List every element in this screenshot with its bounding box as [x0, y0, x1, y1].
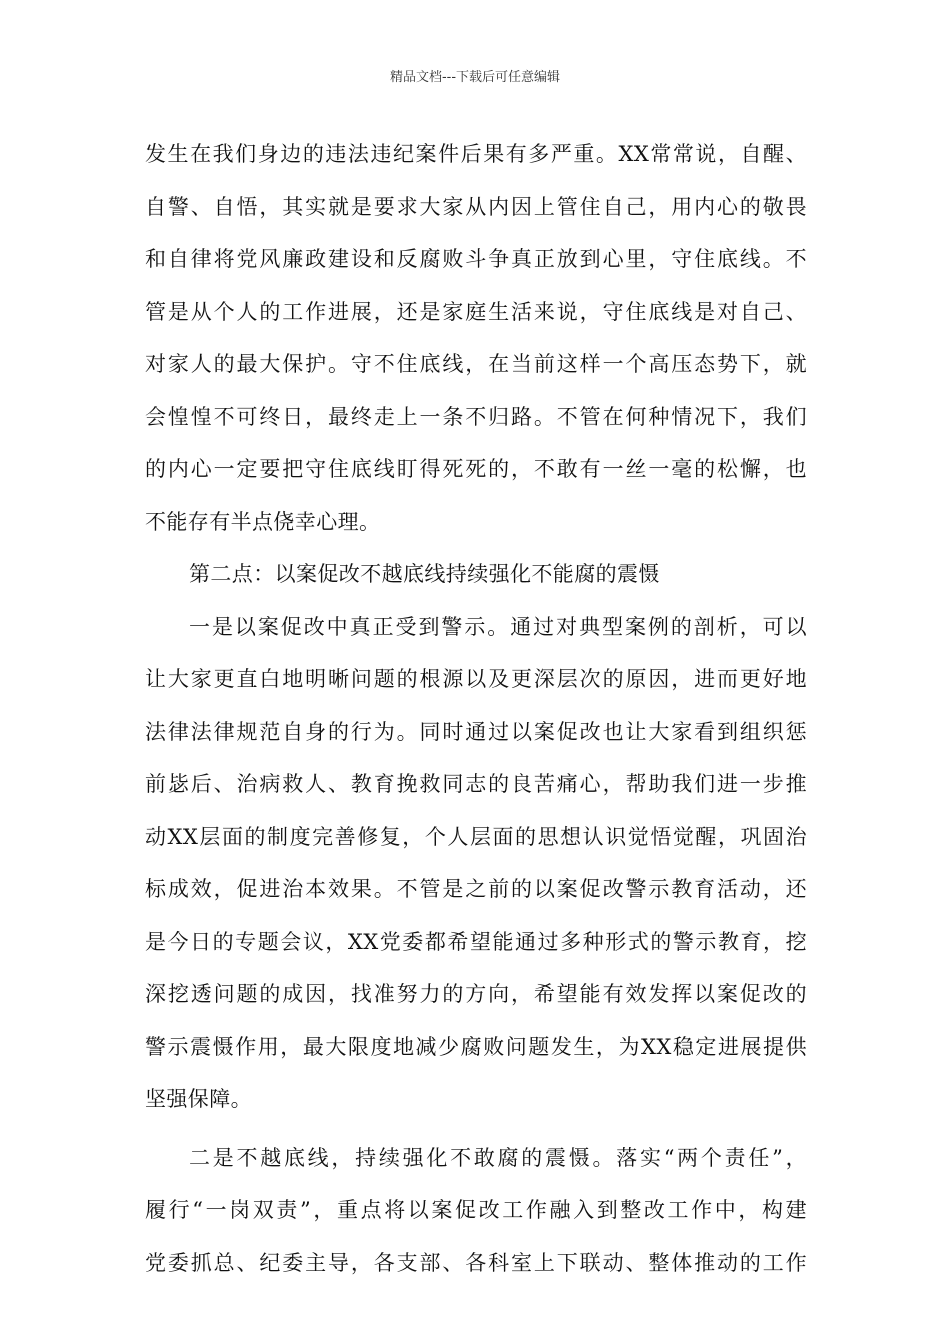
- text-line: 二是不越底线，持续强化不敢腐的震慑。落实“两个责任”，: [189, 1145, 807, 1170]
- text-line: 深挖透问题的成因，找准努力的方向，希望能有效发挥以案促改的: [145, 982, 807, 1006]
- text-line: 警示震慑作用，最大限度地减少腐败问题发生，为XX稳定进展提供: [145, 1034, 807, 1059]
- text-line: 的内心一定要把守住底线盯得死死的，不敢有一丝一毫的松懈，也: [145, 457, 807, 481]
- document-body: [145, 128, 807, 1289]
- text-line: 是今日的专题会议，XX党委都希望能通过多种形式的警示教育，挖: [145, 929, 807, 954]
- text-line: 管是从个人的工作进展，还是家庭生活来说，守住底线是对自己、: [145, 299, 807, 324]
- heading-line: 第二点：以案促改不越底线持续强化不能腐的震慑: [189, 562, 660, 586]
- text-line: 党委抓总、纪委主导，各支部、各科室上下联动、整体推动的工作: [145, 1250, 807, 1275]
- page-header: 精品文档---下载后可任意编辑: [389, 70, 561, 85]
- text-line: 动XX层面的制度完善修复，个人层面的思想认识觉悟觉醒，巩固治: [145, 824, 807, 849]
- text-line: 让大家更直白地明晰问题的根源以及更深层次的原因，进而更好地: [145, 667, 807, 691]
- text-line: 会惶惶不可终日，最终走上一条不归路。不管在何种情况下，我们: [145, 404, 807, 429]
- paragraph-continuation: [145, 128, 807, 548]
- text-line: 和自律将党风廉政建设和反腐败斗争真正放到心里，守住底线。不: [145, 247, 807, 271]
- text-line: 对家人的最大保护。守不住底线，在当前这样一个高压态势下，就: [145, 352, 807, 376]
- text-line: 不能存有半点侥幸心理。: [145, 509, 381, 534]
- section-heading: [145, 548, 807, 601]
- paragraph-point-two: [145, 1132, 807, 1290]
- text-line: 法律法律规范自身的行为。同时通过以案促改也让大家看到组织惩: [145, 719, 807, 744]
- text-line: 发生在我们身边的违法违纪案件后果有多严重。XX常常说，自醒、: [145, 142, 807, 166]
- text-line: 前毖后、治病救人、教育挽救同志的良苦痛心，帮助我们进一步推: [145, 772, 807, 796]
- text-line: 自警、自悟，其实就是要求大家从内因上管住自己，用内心的敬畏: [145, 194, 807, 219]
- text-line: 履行“一岗双责”，重点将以案促改工作融入到整改工作中，构建: [145, 1198, 807, 1222]
- paragraph-point-one: [145, 601, 807, 1126]
- text-line: 坚强保障。: [145, 1087, 252, 1111]
- text-line: 一是以案促改中真正受到警示。通过对典型案例的剖析，可以: [189, 614, 807, 639]
- text-line: 标成效，促进治本效果。不管是之前的以案促改警示教育活动，还: [145, 877, 807, 901]
